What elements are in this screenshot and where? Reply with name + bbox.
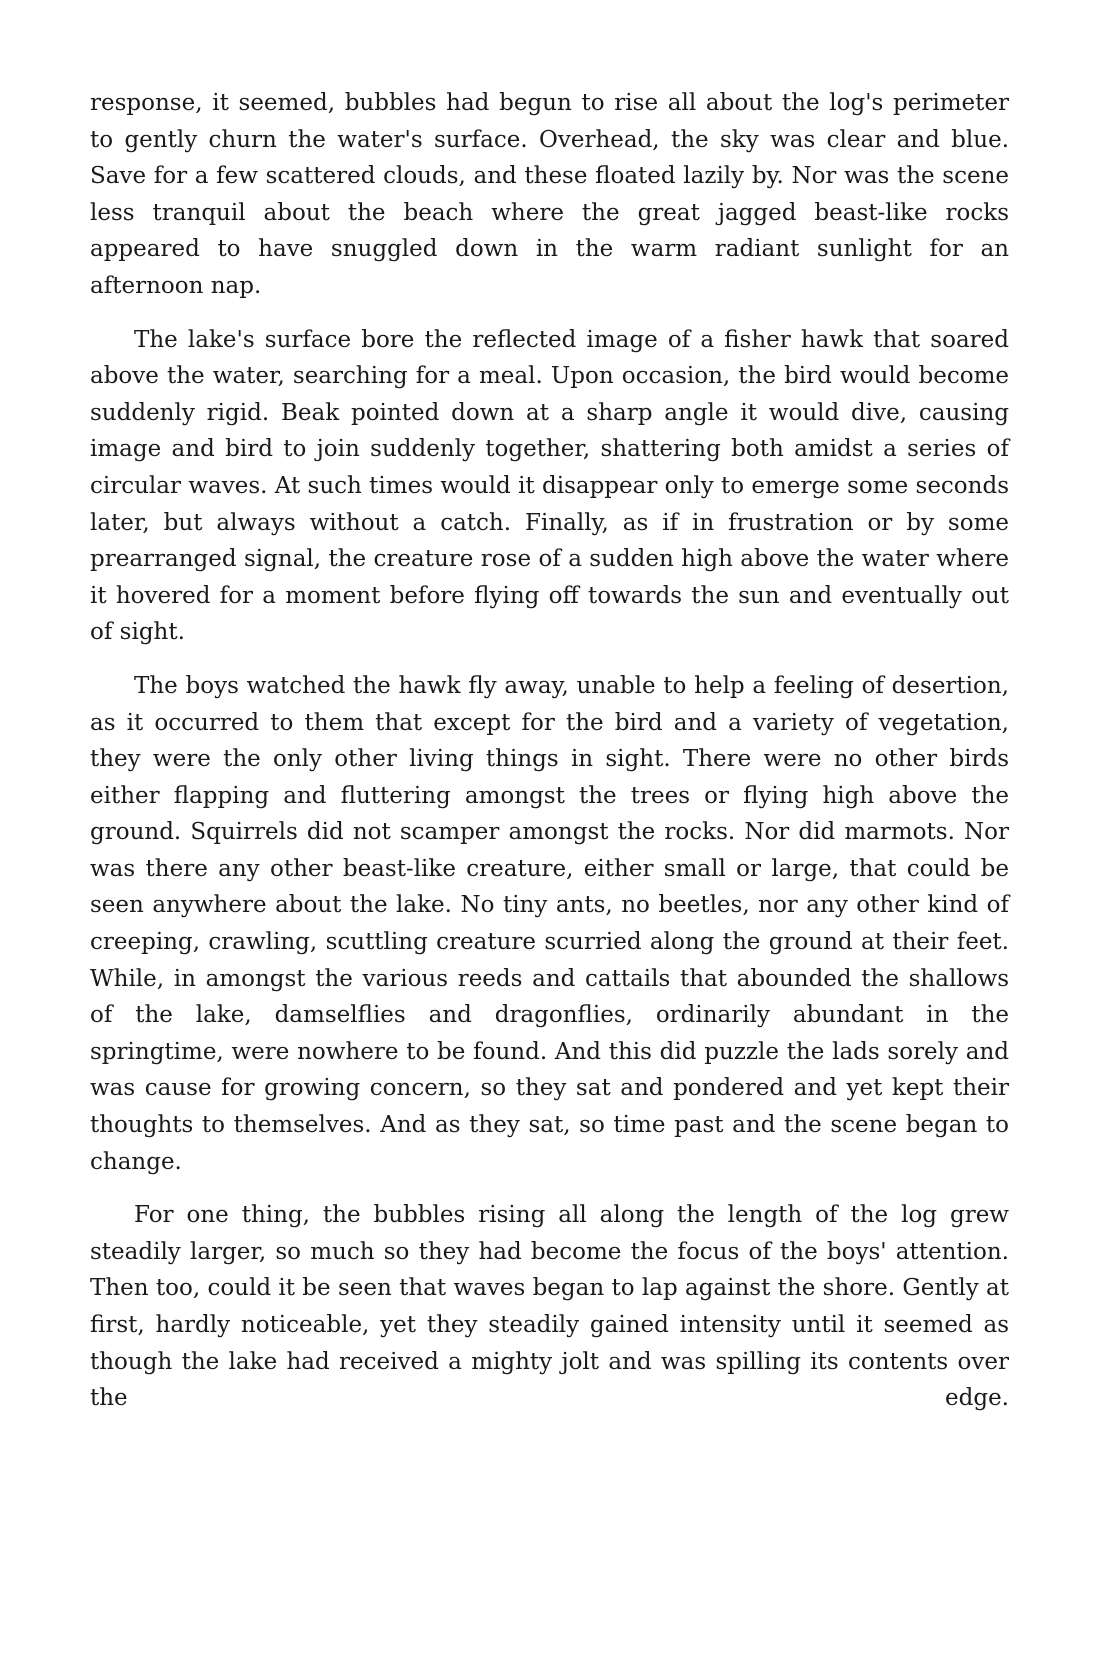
page-body: [90, 85, 1009, 1417]
paragraph-2: The lake's surface bore the reflected image of a fisher hawk that soared above the water, searching for a meal. Upon occasion, the bird would become suddenly rigid. Beak pointed down at a sharp angle it would dive, causing image and bird to join suddenly together, shattering both amidst a series of circular waves. At such times would it disappear only to emerge some seconds later, but always without a catch. Finally, as if in frustration or by some prearranged signal, the creature rose of a sudden high above the water where it hovered for a moment before flying off towards the sun and eventually out of sight.: [90, 326, 1009, 646]
paragraph-1: response, it seemed, bubbles had begun to rise all about the log's perimeter to gently churn the water's surface. Overhead, the sky was clear and blue. Save for a few scattered clouds, and these floated lazily by. Nor was the scene less tranquil about the beach where the great jagged beast-like rocks appeared to have snuggled down in the warm radiant sunlight for an afternoon nap.: [90, 90, 1009, 299]
paragraph-4: For one thing, the bubbles rising all along the length of the log grew steadily larger, so much so they had become the focus of the boys' attention. Then too, could it be seen that waves began to lap against the shore. Gently at first, hardly noticeable, yet they steadily gained intensity until it seemed as though the lake had received a mighty jolt and was spilling its contents over the edge.: [90, 1202, 1009, 1412]
paragraph-3: The boys watched the hawk fly away, unable to help a feeling of desertion, as it occurred to them that except for the bird and a variety of vegetation, they were the only other living things in sight. There were no other birds either flapping and fluttering amongst the trees or flying high above the ground. Squirrels did not scamper amongst the rocks. Nor did marmots. Nor was there any other beast-like creature, either small or large, that could be seen anywhere about the lake. No tiny ants, no beetles, nor any other kind of creeping, crawling, scuttling creature scurried along the ground at their feet. While, in amongst the various reeds and cattails that abounded the shallows of the lake, damselflies and dragonflies, ordinarily abundant in the springtime, were nowhere to be found. And this did puzzle the lads sorely and was cause for growing concern, so they sat and pondered and yet kept their thoughts to themselves. And as they sat, so time past and the scene began to change.: [90, 672, 1009, 1175]
